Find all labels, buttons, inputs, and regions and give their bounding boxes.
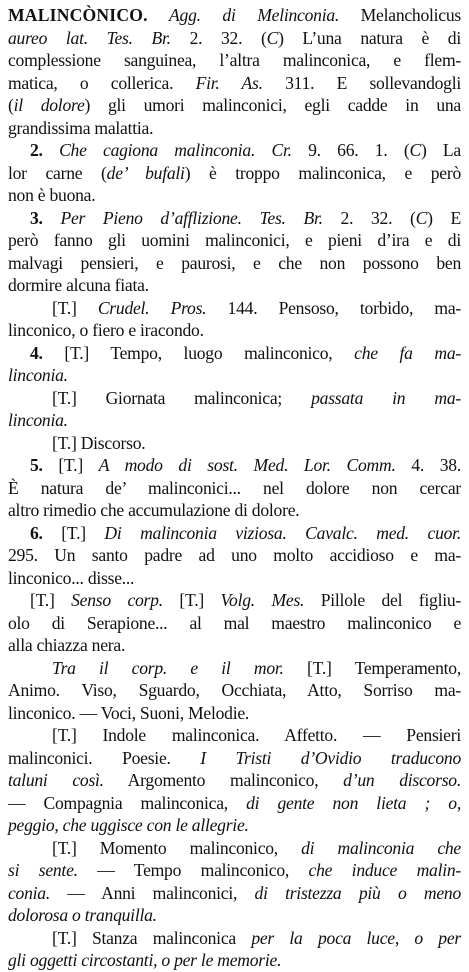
entry-line <box>8 882 461 905</box>
italic-segment: che fa ma- <box>354 342 461 363</box>
text-segment: [ <box>52 297 58 318</box>
text-segment: ] <box>80 522 105 543</box>
italic-segment: si sente. <box>8 860 78 880</box>
entry-line <box>8 634 461 657</box>
headword: MALINCÒNICO. <box>8 5 148 25</box>
text-segment: [ <box>52 387 58 408</box>
text-segment: ) gli umori malinconici, egli cadde in una <box>84 95 461 115</box>
entry-line <box>8 612 461 635</box>
text-segment: ] Discorso. <box>70 432 146 453</box>
italic-segment: di gente non lieta ; o, <box>246 792 461 813</box>
text-segment: ] <box>48 590 72 610</box>
tommaseo-mark: T. <box>57 297 71 318</box>
entry-line <box>8 949 461 972</box>
entry-line <box>8 184 461 207</box>
text-segment: dormire alcuna fiata. <box>8 275 149 295</box>
text-segment: Melancholicus <box>339 5 461 25</box>
sense-number: 6. <box>30 522 43 543</box>
entry-line <box>8 477 461 500</box>
entry-line <box>8 589 461 612</box>
tommaseo-mark: T. <box>57 837 71 858</box>
entry-line <box>8 229 461 252</box>
text-segment: Animo. Viso, Sguardo, Occhiata, Atto, Sorriso ma- <box>8 680 461 700</box>
text-segment: linconico. — Voci, Suoni, Melodie. <box>8 702 250 723</box>
text-segment: 2. 32. ( <box>322 207 416 228</box>
entry-line <box>8 342 461 365</box>
entry-line <box>8 927 461 950</box>
text-segment: Pillole del figliu- <box>304 590 461 610</box>
sense-number: 5. <box>30 455 43 475</box>
italic-segment: Senso corp. <box>71 590 163 610</box>
text-segment: [ <box>52 432 58 453</box>
italic-segment: A modo di sost. Med. Lor. Comm. <box>98 455 396 475</box>
italic-segment: linconia. <box>8 365 68 385</box>
text-segment: 2. 32. <box>170 27 261 48</box>
tommaseo-mark: T. <box>57 725 71 745</box>
italic-segment: passata in ma- <box>311 387 461 408</box>
text-segment: [ <box>162 590 186 610</box>
entry-line <box>8 747 461 770</box>
italic-segment: Che cagiona malinconia. Cr. <box>42 140 292 160</box>
entry-line <box>8 297 461 320</box>
text-segment: ) L’una natura è di <box>278 27 461 48</box>
text-segment: [ <box>42 342 71 363</box>
tommaseo-mark: T. <box>185 590 199 610</box>
text-segment: [ <box>30 590 36 610</box>
text-segment: ] <box>77 455 99 475</box>
italic-segment: C <box>266 27 279 48</box>
italic-segment: il dolore <box>13 95 85 115</box>
text-segment: però fanno gli uomini malinconici, e pieni d’ira e di <box>8 230 461 250</box>
italic-segment: d’un discorso. <box>343 770 461 790</box>
entry-line <box>8 27 461 50</box>
entry-line <box>8 4 461 27</box>
italic-segment: Tra il corp. e il mor. <box>52 657 284 678</box>
entry-line <box>8 252 461 275</box>
text-segment: [ <box>52 927 58 948</box>
entry-line <box>8 139 461 162</box>
entry-line <box>8 207 461 230</box>
text-segment: 9. 66. 1. ( <box>291 140 410 160</box>
text-segment: [ <box>52 837 58 858</box>
italic-segment: Per Pieno d’afflizione. Tes. Br. <box>42 207 323 228</box>
tommaseo-mark: T. <box>312 657 326 678</box>
text-segment: ) è troppo malinconica, e però <box>184 162 462 183</box>
italic-segment: linconia. <box>8 410 68 430</box>
text-segment: — Compagnia malinconica, <box>8 792 247 813</box>
entry-line <box>8 702 461 725</box>
text-segment: — Tempo malinconico, <box>77 860 309 880</box>
italic-segment: Volg. Mes. <box>220 590 305 610</box>
entry-line <box>8 94 461 117</box>
text-segment: complessione sanguinea, l’altra malinconica, e flem- <box>8 50 461 70</box>
text-segment: ] Giornata malinconica; <box>70 387 312 408</box>
italic-segment: Crudel. Pros. <box>97 297 207 318</box>
italic-segment: taluni così. <box>8 770 104 790</box>
tommaseo-mark: T. <box>64 455 78 475</box>
entry-line <box>8 364 461 387</box>
tommaseo-mark: T. <box>35 590 49 610</box>
text-segment: — Anni malinconici, <box>50 882 255 903</box>
entry-line <box>8 72 461 95</box>
text-segment: ) La <box>420 140 461 160</box>
text-segment: 144. Pensoso, torbido, ma- <box>206 297 461 318</box>
italic-segment: Agg. di Melinconia. <box>147 5 340 25</box>
entry-line <box>8 814 461 837</box>
entry-line <box>8 657 461 680</box>
italic-segment: conia. <box>8 882 50 903</box>
sense-number: 3. <box>30 207 43 228</box>
entry-line <box>8 432 461 455</box>
entry-line <box>8 567 461 590</box>
entry-line <box>8 522 461 545</box>
italic-segment: peggio, che uggisce con le allegrie. <box>8 815 249 835</box>
entry-line <box>8 387 461 410</box>
sense-number: 2. <box>30 140 43 160</box>
dictionary-entry-malinconico <box>8 4 461 972</box>
entry-line <box>8 859 461 882</box>
entry-line <box>8 117 461 140</box>
text-segment: [ <box>52 725 58 745</box>
entry-line <box>8 409 461 432</box>
italic-segment: aureo lat. Tes. Br. <box>8 27 171 48</box>
text-segment: ( <box>8 95 14 115</box>
text-segment: ( <box>260 27 267 48</box>
text-segment: ] Momento malinconico, <box>70 837 302 858</box>
entry-line <box>8 499 461 522</box>
text-segment: 311. E sollevandogli <box>262 72 461 93</box>
text-segment: alla chiazza nera. <box>8 635 126 655</box>
text-segment: [ <box>283 657 313 678</box>
tommaseo-mark: T. <box>57 432 71 453</box>
entry-line <box>8 724 461 747</box>
text-segment: [ <box>42 455 65 475</box>
italic-segment: C <box>415 207 428 228</box>
text-segment: ] <box>70 297 98 318</box>
entry-line <box>8 49 461 72</box>
text-segment: 4. 38. <box>395 455 461 475</box>
italic-segment: C <box>409 140 421 160</box>
entry-line <box>8 904 461 927</box>
text-segment: matica, o collerica. <box>8 72 196 93</box>
entry-line <box>8 274 461 297</box>
text-segment: non è buona. <box>8 185 96 205</box>
text-segment: grandissima malattia. <box>8 117 154 138</box>
italic-segment: dolorosa o tranquilla. <box>8 905 157 925</box>
italic-segment: Fir. As. <box>195 72 263 93</box>
text-segment: linconico... disse... <box>8 567 135 588</box>
italic-segment: de’ bufali <box>106 162 185 183</box>
tommaseo-mark: T. <box>66 522 81 543</box>
text-segment: ] Indole malinconica. Affetto. — Pensieri <box>70 725 461 745</box>
text-segment: [ <box>42 522 67 543</box>
text-segment: olo di Serapione... al mal maestro malinconico e <box>8 612 461 633</box>
italic-segment: per la poca luce, o per <box>251 927 462 948</box>
italic-segment: che induce malin- <box>308 860 462 880</box>
tommaseo-mark: T. <box>70 342 84 363</box>
text-segment: lor carne ( <box>8 162 107 183</box>
entry-line <box>8 792 461 815</box>
text-segment: ] Temperamento, <box>325 657 461 678</box>
italic-segment: gli oggetti circostanti, o per le memorie. <box>8 950 282 970</box>
sense-number: 4. <box>30 342 43 363</box>
text-segment: È natura de’ malinconici... nel dolore non cercar <box>8 477 461 498</box>
italic-segment: di malinconia che <box>301 837 461 858</box>
entry-line <box>8 319 461 342</box>
entry-line <box>8 679 461 702</box>
text-segment: Argomento malinconico, <box>103 770 344 790</box>
text-segment: ] Stanza malinconica <box>70 927 252 948</box>
text-segment: 295. Un santo padre ad uno molto accidioso e ma- <box>8 545 461 565</box>
text-segment: malvagi pensieri, e paurosi, e che non possono ben <box>8 252 461 273</box>
text-segment: ) E <box>427 207 461 228</box>
entry-line <box>8 769 461 792</box>
tommaseo-mark: T. <box>57 387 71 408</box>
text-segment: altro rimedio che accumulazione di dolore. <box>8 500 300 520</box>
entry-line <box>8 454 461 477</box>
tommaseo-mark: T. <box>57 927 71 948</box>
text-segment: ] Tempo, luogo malinconico, <box>83 342 355 363</box>
text-segment: linconico, o fiero e iracondo. <box>8 320 204 340</box>
italic-segment: I Tristi d’Ovidio traducono <box>200 747 461 768</box>
entry-line <box>8 162 461 185</box>
entry-line <box>8 837 461 860</box>
italic-segment: di tristezza più o meno <box>254 882 461 903</box>
text-segment: malinconici. Poesie. <box>8 747 201 768</box>
text-segment: ] <box>198 590 221 610</box>
entry-line <box>8 544 461 567</box>
italic-segment: Di malinconia viziosa. Cavalc. med. cuor. <box>104 522 461 543</box>
